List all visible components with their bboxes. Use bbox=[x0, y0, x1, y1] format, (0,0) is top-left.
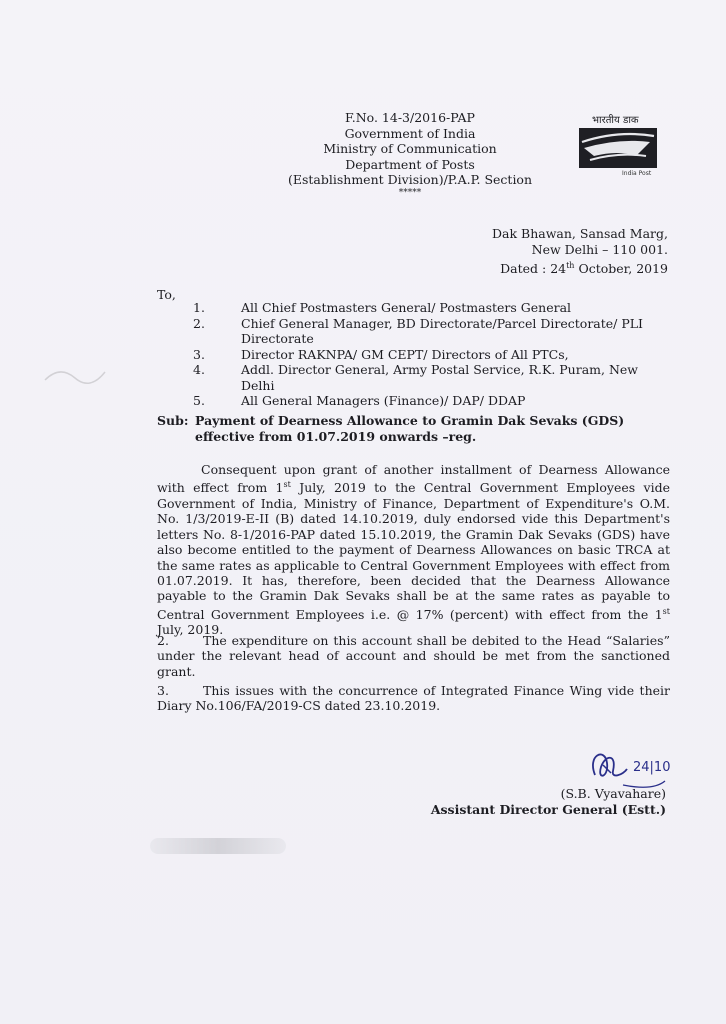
paragraph-3: 3. This issues with the concurrence of Integrated Finance Wing vide their Diary No.106/FA/2019-CS dated 23.10.2019. bbox=[157, 683, 670, 714]
logo-english-text: India Post bbox=[622, 170, 652, 177]
signatory-name: (S.B. Vyavahare) bbox=[560, 786, 666, 801]
logo-hindi-text: भारतीय डाक bbox=[592, 115, 639, 126]
list-item: 5. All General Managers (Finance)/ DAP/ DDAP bbox=[193, 393, 526, 408]
subject-text: Payment of Dearness Allowance to Gramin Dak Sevaks (GDS) effective from 01.07.2019 onwards –reg. bbox=[195, 413, 625, 444]
sender-address bbox=[492, 226, 668, 277]
signatory-designation: Assistant Director General (Estt.) bbox=[430, 802, 666, 817]
address-line-1: Dak Bhawan, Sansad Marg, bbox=[492, 226, 668, 241]
recipient-list bbox=[193, 300, 673, 409]
letter-date: Dated : 24th October, 2019 bbox=[500, 261, 668, 277]
to-label: To, bbox=[157, 287, 176, 302]
subject-label: Sub: bbox=[157, 413, 189, 428]
division-line: (Establishment Division)/P.A.P. Section bbox=[287, 172, 533, 187]
india-post-logo bbox=[576, 112, 660, 178]
ministry-line: Ministry of Communication bbox=[323, 141, 497, 156]
signature-date: 24|10 bbox=[633, 760, 671, 775]
stamp-smudge bbox=[150, 838, 286, 854]
subject-line bbox=[157, 413, 669, 445]
list-item: 2. Chief General Manager, BD Directorate/Parcel Directorate/ PLI Directorate bbox=[193, 315, 643, 346]
letter-header bbox=[280, 110, 540, 198]
header-stars: ***** bbox=[398, 187, 422, 198]
file-number: F.No. 14-3/2016-PAP bbox=[345, 110, 475, 125]
india-post-emblem-icon bbox=[576, 112, 660, 178]
paragraph-2: 2. The expenditure on this account shall be debited to the Head “Salaries” under the relevant head of account and should be met from the sanctioned grant. bbox=[157, 633, 670, 679]
signatory-block bbox=[431, 786, 666, 818]
list-item: 3. Director RAKNPA/ GM CEPT/ Directors of All PTCs, bbox=[193, 346, 569, 362]
government-line: Government of India bbox=[344, 125, 476, 141]
department-line: Department of Posts bbox=[345, 156, 475, 172]
margin-scribble bbox=[40, 360, 110, 390]
list-item: 4. Addl. Director General, Army Postal Service, R.K. Puram, New Delhi bbox=[193, 362, 638, 393]
address-line-2: New Delhi – 110 001. bbox=[531, 242, 668, 257]
list-item: 1. All Chief Postmasters General/ Postmasters General bbox=[193, 300, 572, 315]
paragraph-1: Consequent upon grant of another installment of Dearness Allowance with effect from 1st July, 2019 to the Central Government Employees vide Government of India, Ministry of Finance, Department of Expenditure's O.M. No. 1/3/2019-E-II (B) dated 14.10.2019, duly endorsed vide this Department's letters No. 8-1/2016-PAP dated 15.10.2019, the Gramin Dak Sevaks (GDS) have also become entitled to the payment of Dearness Allowances on basic TRCA at the same rates as applicable to Central Government Employees with effect from 01.07.2019. It has, therefore, been decided that the Dearness Allowance payable to the Gramin Dak Sevaks shall be at the same rates as payable to Central Government Employees i.e. @ 17% (percent) with effect from the 1st July, 2019. bbox=[157, 462, 670, 638]
